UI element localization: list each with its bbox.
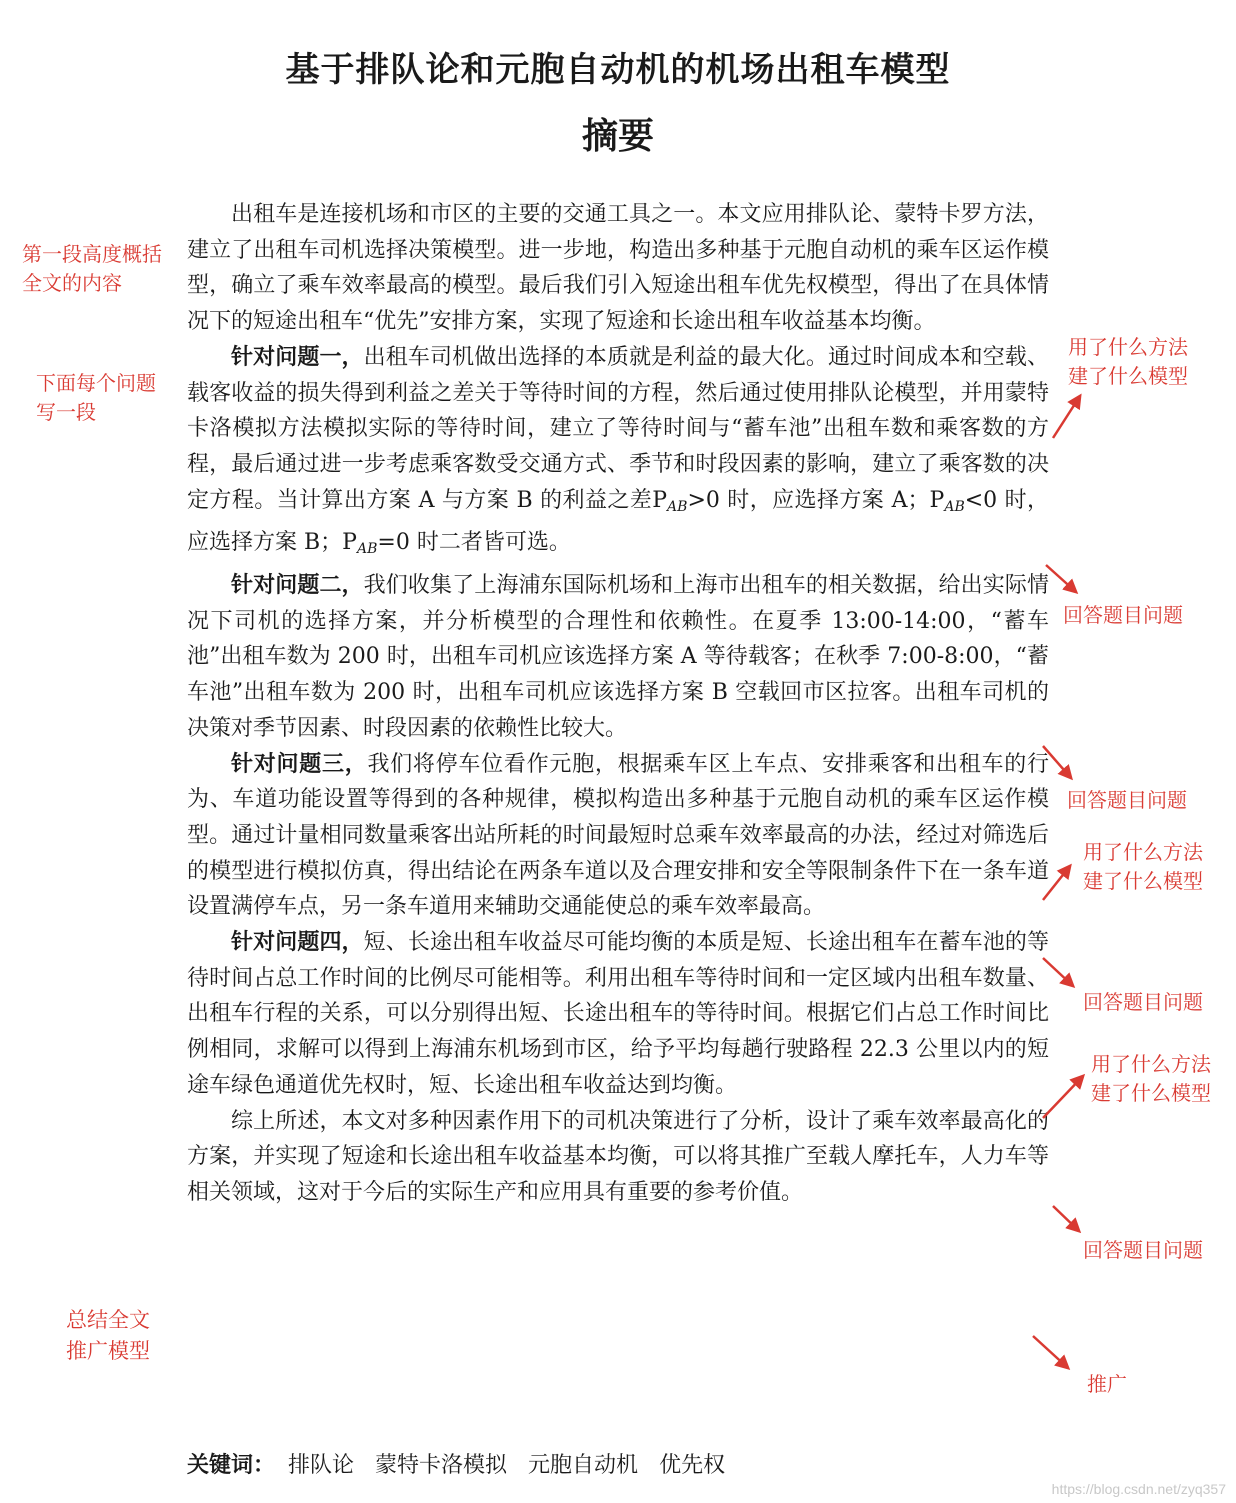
note-method-4: 用了什么方法 建了什么模型 <box>1091 1052 1211 1105</box>
keyword-item: 蒙特卡洛模拟 <box>375 1453 508 1478</box>
problem-1-cond-b: <0 时，应选择方案 B； <box>187 487 1049 556</box>
note-each-problem: 下面每个问题 写一段 <box>36 371 156 424</box>
abstract-heading: 摘要 <box>581 116 654 157</box>
note-method-3: 用了什么方法 建了什么模型 <box>1083 840 1203 893</box>
arrow-icon <box>1053 396 1080 438</box>
p-ab-symbol: $P_{AB}$ <box>929 487 965 515</box>
problem-1-text: 出租车司机做出选择的本质就是利益的最大化。通过时间成本和空载、载客收益的损失得到利益之差关于等待时间的方程，然后通过使用排队论模型，并用蒙特卡洛模拟方法模拟实际的等待时间，建立了等待时间与“蓄车池”出租车数和乘客数的方程，最后通过进一步考虑乘客数受交通方式、季节和时段因素的影响，建立了乘客数的决定方程。当计算出方案 A 与方案 B 的利益之差 <box>187 344 1049 513</box>
problem-3-text: 我们将停车位看作元胞，根据乘车区上车点、安排乘客和出租车的行为、车道功能设置等得到的各种规律，模拟构造出多种基于元胞自动机的乘车区运作模型。通过计量相同数量乘客出站所耗的时间最短时总乘车效率最高的办法，经过对筛选后的模型进行模拟仿真，得出结论在两条车道以及合理安排和安全等限制条件下在一条车道设置满停车点，另一条车道用来辅助交通能使总的乘车效率最高。 <box>187 751 1049 920</box>
problem-1-label: 针对问题一， <box>231 344 364 370</box>
problem-3-label: 针对问题三， <box>231 751 368 777</box>
keyword-item: 优先权 <box>659 1453 726 1478</box>
note-summary: 第一段高度概括 全文的内容 <box>22 242 162 295</box>
arrow-icon <box>1053 1206 1079 1231</box>
problem-4-text: 短、长途出租车收益尽可能均衡的本质是短、长途出租车在蓄车池的等待时间占总工作时间的比例尽可能相等。利用出租车等待时间和一定区域内出租车数量、出租车行程的关系，可以分别得出短、长途出租车的等待时间。根据它们占总工作时间比例相同，求解可以得到上海浦东机场到市区，给予平均每趟行驶路程 22.3 公里以内的短途车绿色通道优先权时，短、长途出租车收益达到均衡。 <box>187 930 1049 1098</box>
arrow-icon <box>1043 1076 1083 1118</box>
note-method-1: 用了什么方法 建了什么模型 <box>1068 335 1188 388</box>
problem-1-cond-c: =0 时二者皆可选。 <box>377 530 571 556</box>
arrow-icon <box>1043 958 1073 986</box>
note-conclusion: 总结全文 推广模型 <box>66 1308 150 1363</box>
arrow-icon <box>1033 1336 1068 1368</box>
p-ab-symbol: $P_{AB}$ <box>342 530 378 558</box>
watermark: https://blog.csdn.net/zyq357 <box>1051 1481 1226 1497</box>
keywords-label: 关键词： <box>187 1453 276 1478</box>
p-ab-symbol: $P_{AB}$ <box>652 487 688 515</box>
note-answer-4: 回答题目问题 <box>1083 1238 1203 1262</box>
keyword-item: 排队论 <box>288 1453 355 1478</box>
note-promote: 推广 <box>1087 1372 1127 1396</box>
problem-2-text: 我们收集了上海浦东国际机场和上海市出租车的相关数据，给出实际情况下司机的选择方案，并分析模型的合理性和依赖性。在夏季 13:00-14:00，“蓄车池”出租车数为 200 时，出租车司机应该选择方案 A 等待载客；在秋季 7:00-8:00，“蓄车池”出租车数为 200 时，出租车司机应该选择方案 B 空载回市区拉客。出租车司机的决策对季节因素、时段因素的依赖性比较大。 <box>187 573 1049 741</box>
arrow-icon <box>1043 746 1071 778</box>
note-answer-2: 回答题目问题 <box>1067 788 1187 812</box>
intro-paragraph: 出租车是连接机场和市区的主要的交通工具之一。本文应用排队论、蒙特卡罗方法，建立了出租车司机选择决策模型。进一步地，构造出多种基于元胞自动机的乘车区运作模型，确立了乘车效率最高的模型。最后我们引入短途出租车优先权模型，得出了在具体情况下的短途出租车“优先”安排方案，实现了短途和长途出租车收益基本均衡。 <box>187 202 1049 335</box>
problem-4-label: 针对问题四， <box>231 930 364 956</box>
paper-title: 基于排队论和元胞自动机的机场出租车模型 <box>285 50 951 90</box>
arrow-icon <box>1046 565 1076 592</box>
problem-1-cond-a: >0 时，应选择方案 A； <box>687 487 930 513</box>
problem-2-label: 针对问题二， <box>231 573 364 599</box>
conclusion-paragraph: 综上所述，本文对多种因素作用下的司机决策进行了分析，设计了乘车效率最高化的方案，并实现了短途和长途出租车收益基本均衡，可以将其推广至载人摩托车，人力车等相关领域，这对于今后的实际生产和应用具有重要的参考价值。 <box>187 1108 1049 1205</box>
note-answer-3: 回答题目问题 <box>1083 990 1203 1014</box>
keyword-item: 元胞自动机 <box>528 1453 639 1478</box>
note-answer-1: 回答题目问题 <box>1063 603 1183 627</box>
arrow-icon <box>1043 866 1070 900</box>
